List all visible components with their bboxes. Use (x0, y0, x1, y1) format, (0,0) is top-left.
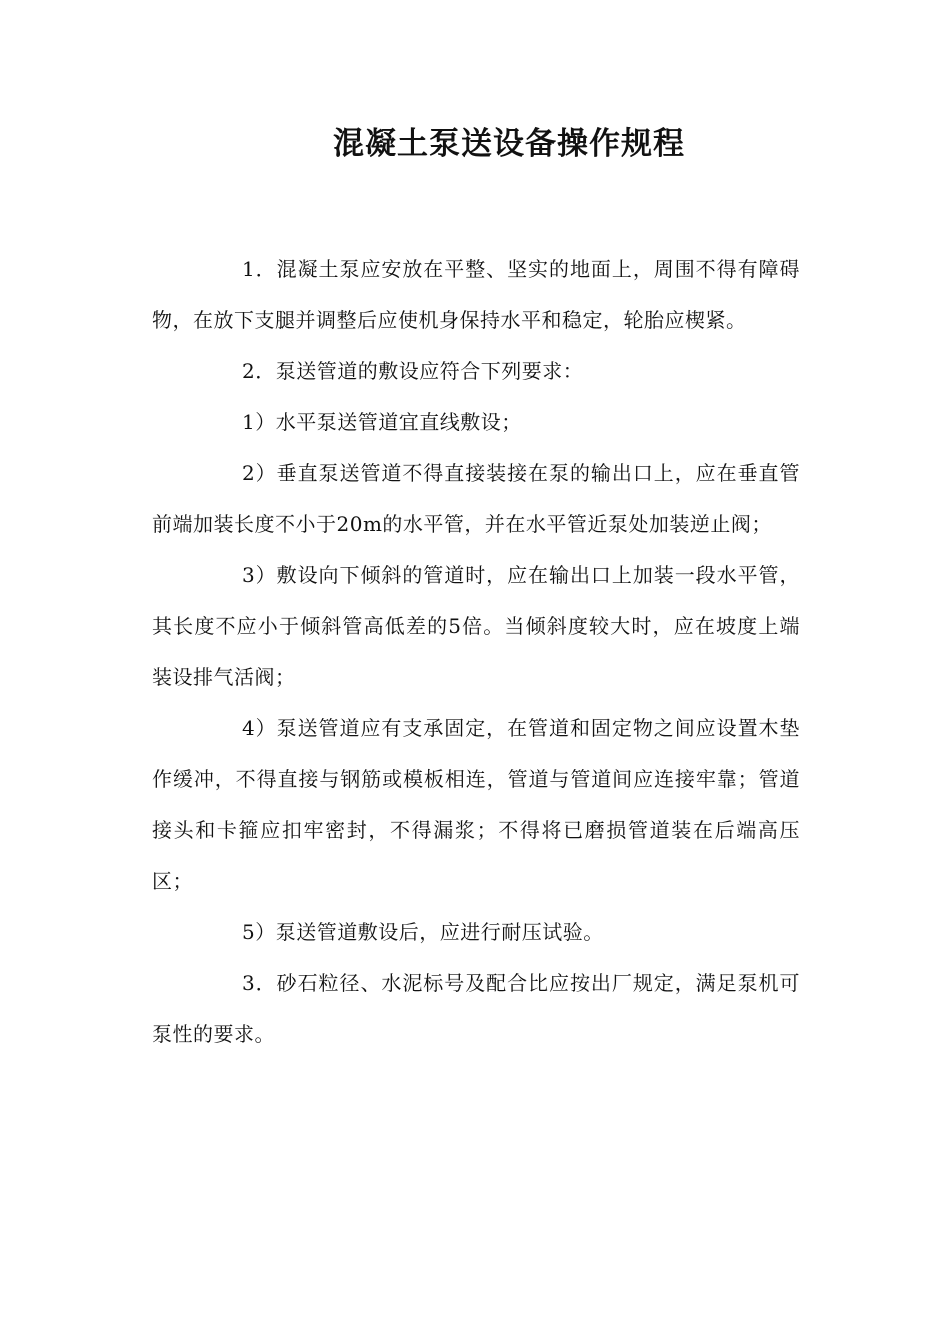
document-body (152, 244, 800, 1060)
paragraph-item-2: 2．泵送管道的敷设应符合下列要求： (242, 359, 584, 383)
paragraph-subitem-1: 1）水平泵送管道宜直线敷设； (242, 410, 522, 434)
paragraph-subitem-3: 3）敷设向下倾斜的管道时，应在输出口上加装一段水平管，其长度不应小于倾斜管高低差的5倍。当倾斜度较大时，应在坡度上端装设排气活阀； (152, 563, 800, 689)
paragraph-subitem-4: 4）泵送管道应有支承固定，在管道和固定物之间应设置木垫作缓冲，不得直接与钢筋或模板相连，管道与管道间应连接牢靠；管道接头和卡箍应扣牢密封，不得漏浆；不得将已磨损管道装在后端高压区； (152, 716, 800, 893)
paragraph-subitem-2: 2）垂直泵送管道不得直接装接在泵的输出口上，应在垂直管前端加装长度不小于20m的水平管，并在水平管近泵处加装逆止阀； (152, 461, 800, 536)
paragraph-item-1: 1．混凝土泵应安放在平整、坚实的地面上，周围不得有障碍物，在放下支腿并调整后应使机身保持水平和稳定，轮胎应楔紧。 (152, 257, 800, 332)
paragraph-subitem-5: 5）泵送管道敷设后，应进行耐压试验。 (242, 920, 604, 944)
document-title: 混凝土泵送设备操作规程 (333, 126, 685, 162)
paragraph-item-3: 3．砂石粒径、水泥标号及配合比应按出厂规定，满足泵机可泵性的要求。 (152, 971, 800, 1046)
